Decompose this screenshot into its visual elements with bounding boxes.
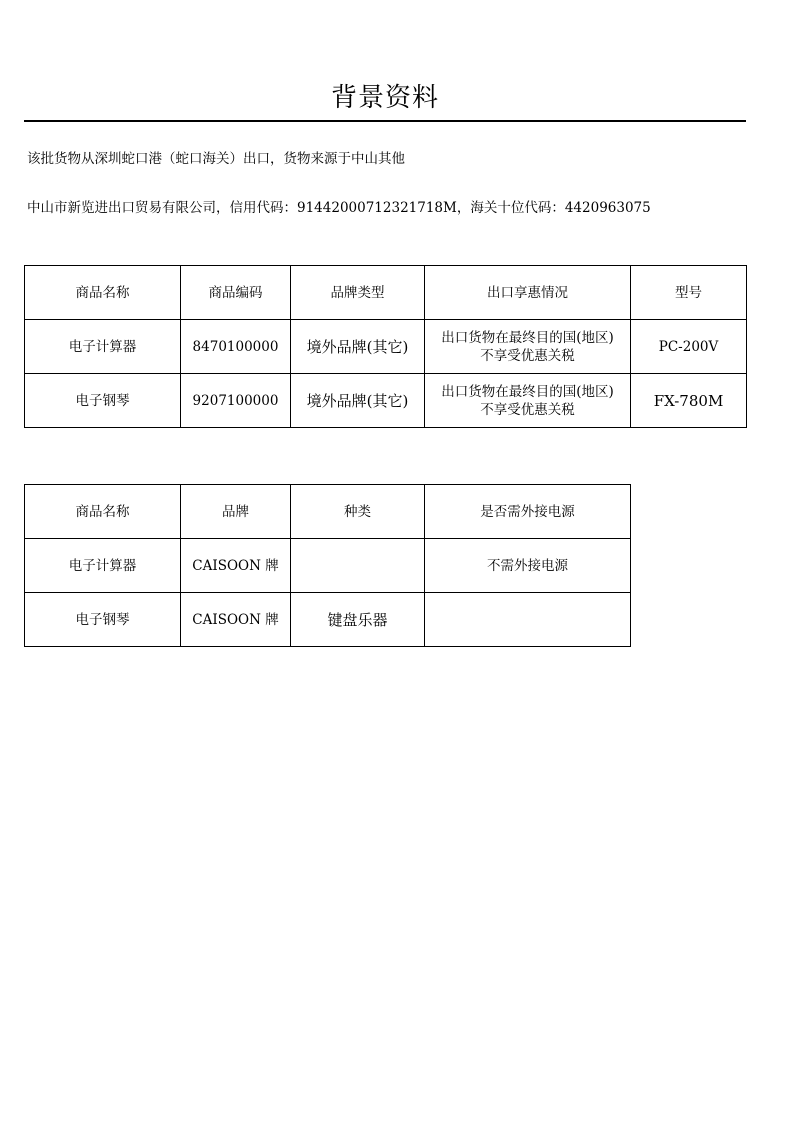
product-info-table xyxy=(24,265,747,428)
header-cell-category: 种类 xyxy=(291,485,425,539)
table-row xyxy=(25,539,631,593)
cell-name: 电子计算器 xyxy=(25,539,181,593)
preference-line-1: 出口货物在最终目的国(地区) xyxy=(441,329,614,346)
title-underline xyxy=(24,120,746,122)
cell-brand: CAISOON 牌 xyxy=(181,539,291,593)
header-cell-name: 商品名称 xyxy=(25,485,181,539)
intro-line-origin: 该批货物从深圳蛇口港（蛇口海关）出口，货物来源于中山其他 xyxy=(27,151,405,167)
cell-brand-type: 境外品牌(其它) xyxy=(291,320,425,374)
header-cell-preference: 出口享惠情况 xyxy=(425,266,631,320)
cell-code: 8470100000 xyxy=(181,320,291,374)
cell-power xyxy=(425,593,631,647)
cell-preference xyxy=(425,320,631,374)
cell-model: FX-780M xyxy=(631,374,747,428)
cell-model: PC-200V xyxy=(631,320,747,374)
table-header-row xyxy=(25,266,747,320)
header-cell-code: 商品编码 xyxy=(181,266,291,320)
preference-line-2: 不享受优惠关税 xyxy=(480,347,575,364)
cell-category: 键盘乐器 xyxy=(291,593,425,647)
header-cell-brand: 品牌 xyxy=(181,485,291,539)
cell-name: 电子钢琴 xyxy=(25,593,181,647)
header-cell-power: 是否需外接电源 xyxy=(425,485,631,539)
product-brand-table xyxy=(24,484,631,647)
table-row xyxy=(25,593,631,647)
cell-brand-type: 境外品牌(其它) xyxy=(291,374,425,428)
header-cell-name: 商品名称 xyxy=(25,266,181,320)
preference-line-2: 不享受优惠关税 xyxy=(480,401,575,418)
cell-code: 9207100000 xyxy=(181,374,291,428)
cell-preference xyxy=(425,374,631,428)
cell-name: 电子计算器 xyxy=(25,320,181,374)
table-header-row xyxy=(25,485,631,539)
header-cell-model: 型号 xyxy=(631,266,747,320)
cell-power: 不需外接电源 xyxy=(425,539,631,593)
page-title: 背景资料 xyxy=(330,83,439,113)
cell-category xyxy=(291,539,425,593)
table-row xyxy=(25,320,747,374)
table-row xyxy=(25,374,747,428)
preference-line-1: 出口货物在最终目的国(地区) xyxy=(441,383,614,400)
header-cell-brand-type: 品牌类型 xyxy=(291,266,425,320)
cell-brand: CAISOON 牌 xyxy=(181,593,291,647)
cell-name: 电子钢琴 xyxy=(25,374,181,428)
intro-line-company: 中山市新览进出口贸易有限公司，信用代码：91442000712321718M，海关十位代码：4420963075 xyxy=(27,200,651,216)
